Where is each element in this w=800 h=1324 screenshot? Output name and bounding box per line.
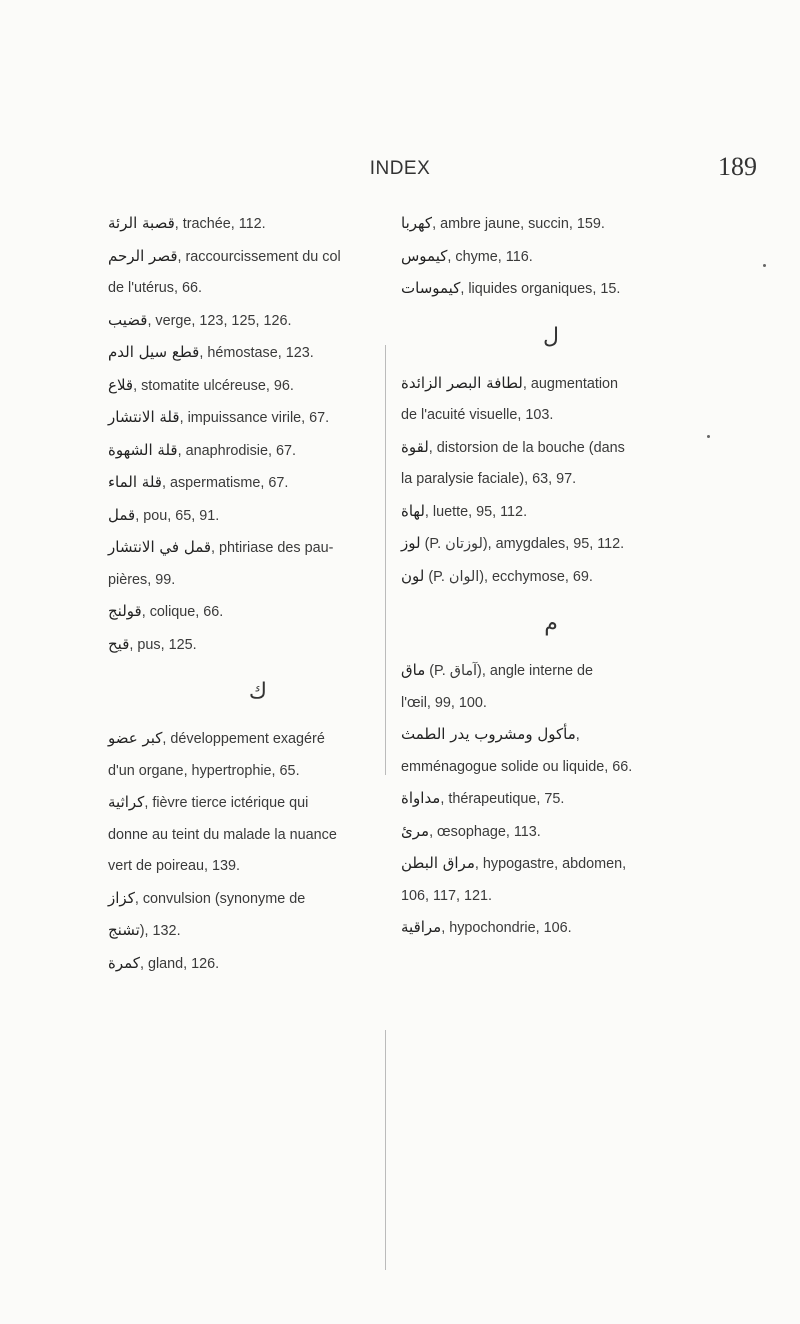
- index-entry: [108, 402, 408, 435]
- index-entry: [108, 851, 408, 883]
- index-entry: [108, 565, 408, 597]
- arabic-term: مداواة: [401, 789, 441, 807]
- index-entry: [108, 467, 408, 500]
- french-gloss: de l'acuité visuelle, 103.: [401, 407, 554, 423]
- french-gloss: , développement exagéré: [162, 731, 325, 747]
- index-entry: [401, 655, 701, 688]
- arabic-term: لهاة: [401, 501, 425, 520]
- index-entry: [401, 528, 701, 561]
- index-entry: [108, 435, 408, 468]
- french-gloss: pières, 99.: [108, 571, 176, 588]
- arabic-term: قضيب: [108, 310, 148, 329]
- french-gloss: la paralysie faciale), 63, 97.: [401, 471, 577, 487]
- french-gloss: vert de poireau, 139.: [108, 858, 241, 874]
- index-entry: [401, 241, 701, 274]
- section-letter-kaf: ك: [248, 679, 268, 704]
- arabic-term: مرئ: [401, 821, 430, 840]
- french-gloss: , hypogastre, abdomen,: [474, 856, 627, 872]
- arabic-term: مراق البطن: [401, 854, 475, 872]
- french-gloss: , augmentation: [522, 375, 619, 392]
- french-gloss: (P. الوان), ecchymose, 69.: [424, 568, 593, 585]
- french-gloss: , thérapeutique, 75.: [440, 791, 565, 807]
- french-gloss: , fièvre tierce ictérique qui: [144, 795, 309, 811]
- french-gloss: , pus, 125.: [129, 636, 197, 653]
- french-gloss: 106, 117, 121.: [401, 887, 492, 904]
- index-entry: [108, 500, 408, 533]
- arabic-term: قيح: [108, 634, 130, 653]
- french-gloss: , anaphrodisie, 67.: [177, 442, 297, 459]
- french-gloss: , impuissance virile, 67.: [179, 410, 330, 426]
- french-gloss: , œsophage, 113.: [429, 823, 541, 840]
- index-entry: [108, 948, 408, 981]
- arabic-term: لقوة: [401, 437, 429, 456]
- french-gloss: , pou, 65, 91.: [135, 507, 220, 524]
- index-entry: [108, 532, 408, 565]
- arabic-term: تشنج: [108, 921, 140, 939]
- french-gloss: , chyme, 116.: [447, 248, 533, 265]
- french-gloss: , trachée, 112.: [174, 216, 266, 232]
- section-letter-mim: م: [544, 611, 558, 636]
- french-gloss: , phtiriase des pau-: [211, 540, 334, 556]
- index-entry: [108, 370, 408, 403]
- arabic-term: قلاع: [108, 375, 134, 394]
- french-gloss: , ambre jaune, succin, 159.: [432, 216, 605, 232]
- index-entry: [108, 337, 408, 370]
- french-gloss: , liquides organiques, 15.: [460, 281, 621, 297]
- arabic-term: مأكول ومشروب يدر الطمث: [401, 725, 576, 743]
- index-entry: [401, 368, 701, 401]
- index-entry: [108, 273, 408, 305]
- print-speck: [763, 264, 766, 267]
- arabic-term: كبر عضو: [108, 729, 163, 747]
- french-gloss: (P. لوزتان), amygdales, 95, 112.: [420, 536, 625, 552]
- section-letter-lam: ل: [543, 323, 559, 349]
- arabic-term: لوز: [401, 534, 421, 552]
- left-entries-bottom: [108, 723, 408, 980]
- arabic-term: كيموس: [401, 246, 448, 265]
- arabic-term: قولنج: [108, 602, 142, 620]
- arabic-term: قلة الانتشار: [108, 408, 180, 426]
- index-entry: [401, 432, 701, 465]
- french-gloss: , colique, 66.: [141, 604, 224, 620]
- index-entry: [401, 881, 701, 913]
- index-entry: [108, 723, 408, 756]
- french-gloss: (P. آماق), angle interne de: [425, 663, 594, 679]
- index-entry: [108, 820, 408, 852]
- index-entry: [108, 241, 408, 274]
- french-gloss: l'œil, 99, 100.: [401, 694, 487, 711]
- left-entries-top: [108, 208, 408, 661]
- arabic-term: قمل في الانتشار: [108, 538, 212, 556]
- arabic-term: قلة الماء: [108, 473, 162, 491]
- index-entry: [401, 400, 701, 432]
- index-entry: [401, 688, 701, 720]
- arabic-term: قصر الرحم: [108, 246, 178, 265]
- french-gloss: , gland, 126.: [139, 955, 220, 972]
- index-entry: [401, 273, 701, 306]
- french-gloss: , hypochondrie, 106.: [441, 920, 572, 936]
- arabic-term: كزاز: [108, 888, 135, 907]
- arabic-term: قلة الشهوة: [108, 440, 178, 459]
- index-entry: [108, 208, 408, 241]
- french-gloss: , convulsion (synonyme de: [134, 890, 306, 907]
- index-entry: [108, 629, 408, 662]
- index-entry: [401, 912, 701, 945]
- index-entry: [401, 752, 701, 784]
- french-gloss: , luette, 95, 112.: [424, 503, 528, 520]
- arabic-term: مراقية: [401, 918, 442, 936]
- index-entry: [401, 783, 701, 816]
- french-gloss: d'un organe, hypertrophie, 65.: [108, 762, 300, 779]
- french-gloss: de l'utérus, 66.: [108, 280, 202, 296]
- arabic-term: كمرة: [108, 953, 140, 972]
- index-entry: [108, 596, 408, 629]
- arabic-term: قصبة الرئة: [108, 214, 175, 232]
- index-entry: [401, 464, 701, 496]
- french-gloss: , raccourcissement du col: [177, 248, 341, 265]
- arabic-term: ماق: [401, 661, 426, 679]
- index-entry: [108, 883, 408, 916]
- print-speck: [707, 435, 710, 438]
- french-gloss: , distorsion de la bouche (dans: [428, 439, 625, 456]
- index-entry: [108, 756, 408, 788]
- index-entry: [401, 496, 701, 529]
- right-entries-mim: [401, 655, 701, 945]
- index-entry: [401, 208, 701, 241]
- right-column: [401, 208, 701, 945]
- arabic-term: كيموسات: [401, 279, 461, 297]
- french-gloss: ), 132.: [139, 923, 181, 939]
- index-entry: [401, 816, 701, 849]
- arabic-term: لون: [401, 566, 425, 585]
- left-column: [108, 208, 408, 980]
- column-divider-top: [385, 345, 386, 775]
- index-entry: [108, 305, 408, 338]
- index-entry: [401, 848, 701, 881]
- index-entry: [401, 719, 701, 752]
- french-gloss: , hémostase, 123.: [199, 345, 314, 361]
- french-gloss: , aspermatisme, 67.: [161, 475, 289, 491]
- arabic-term: قطع سيل الدم: [108, 343, 200, 361]
- arabic-term: كراثية: [108, 793, 145, 811]
- index-entry: [108, 915, 408, 948]
- column-divider-bottom: [385, 1030, 386, 1270]
- arabic-term: كهربا: [401, 214, 433, 232]
- french-gloss: , verge, 123, 125, 126.: [147, 312, 292, 329]
- running-header-title: INDEX: [369, 158, 431, 179]
- page-number: 189: [718, 152, 757, 181]
- french-gloss: donne au teint du malade la nuance: [108, 826, 337, 843]
- index-entry: [401, 561, 701, 594]
- arabic-term: قمل: [108, 505, 136, 524]
- french-gloss: emménagogue solide ou liquide, 66.: [401, 758, 633, 775]
- french-gloss: , stomatite ulcéreuse, 96.: [133, 377, 294, 394]
- index-entry: [108, 787, 408, 820]
- right-entries-lam: [401, 368, 701, 594]
- arabic-term: لطافة البصر الزائدة: [401, 373, 523, 392]
- french-gloss: ,: [575, 727, 580, 743]
- right-entries-top: [401, 208, 701, 306]
